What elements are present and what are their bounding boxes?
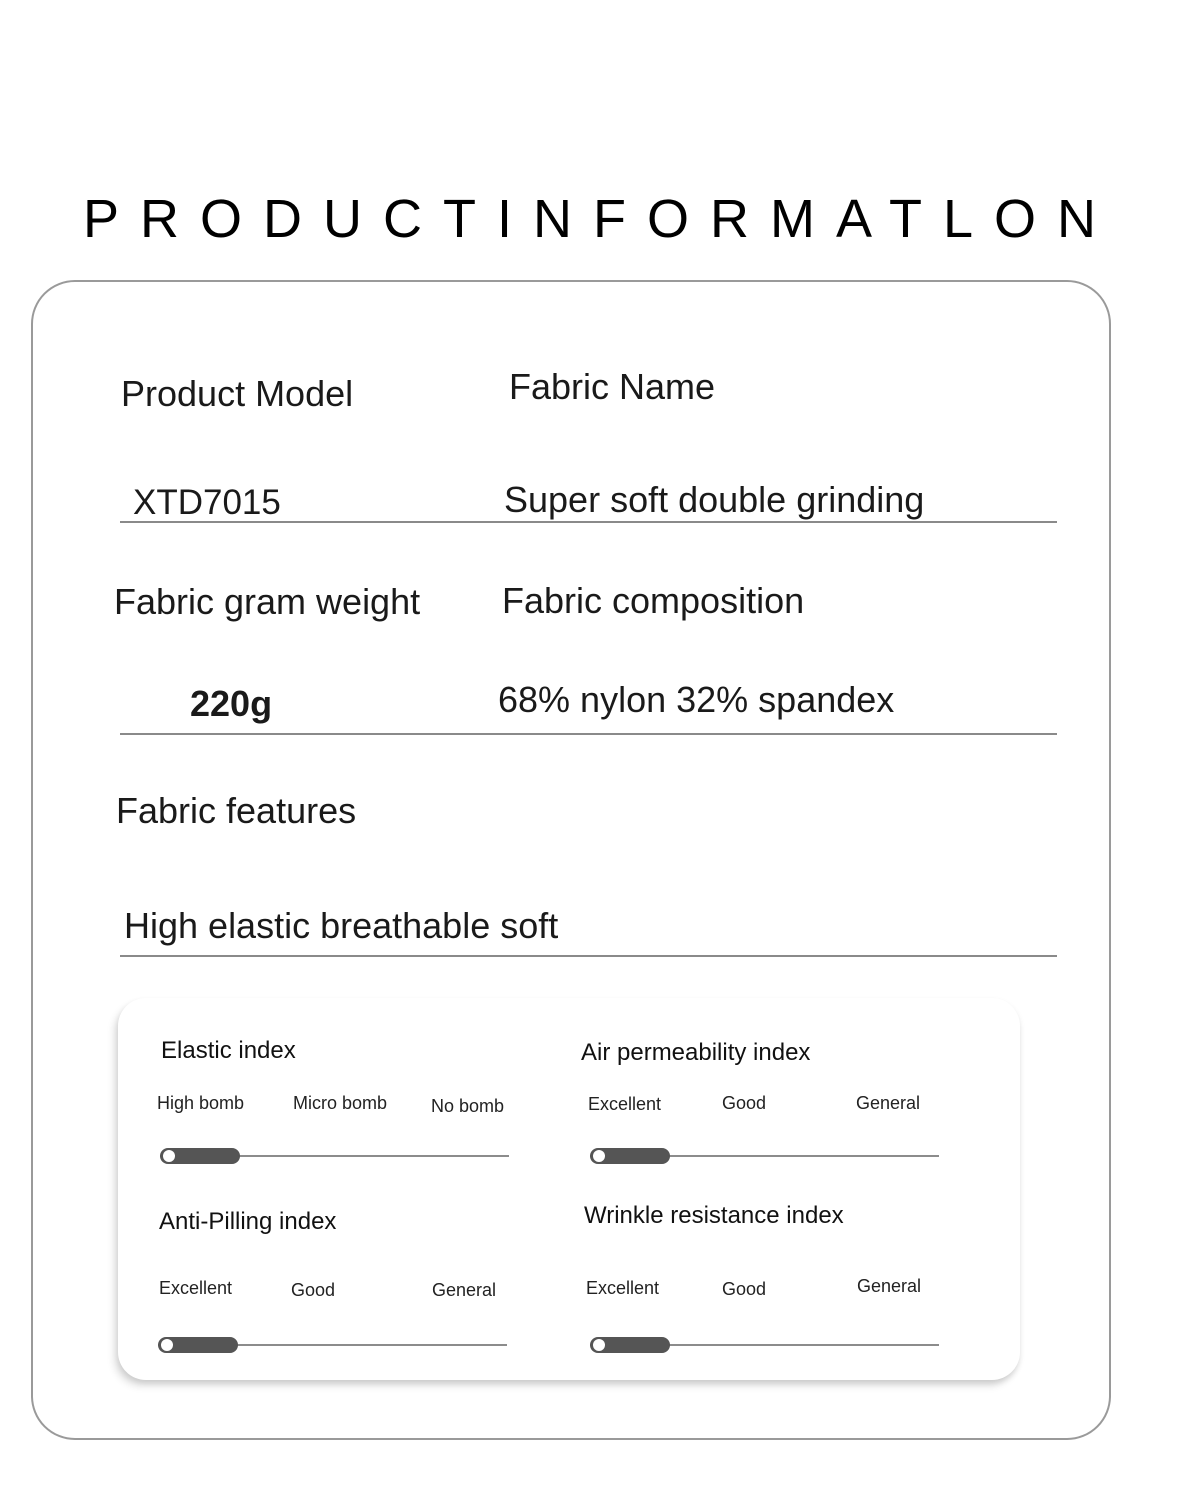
product-model-value: XTD7015 <box>133 483 281 522</box>
air-index-title: Air permeability index <box>581 1039 811 1066</box>
pilling-option-2: Good <box>291 1280 336 1300</box>
air-option-2: Good <box>722 1093 767 1113</box>
fabric-name-value: Super soft double grinding <box>504 479 925 520</box>
elastic-level-dot <box>163 1150 175 1162</box>
product-model-label: Product Model <box>121 373 354 414</box>
elastic-option-1: High bomb <box>157 1093 245 1113</box>
divider-3 <box>120 955 1057 957</box>
features-value: High elastic breathable soft <box>124 905 559 946</box>
fabric-name-label: Fabric Name <box>509 366 716 407</box>
pilling-option-1: Excellent <box>159 1278 233 1298</box>
gram-weight-label: Fabric gram weight <box>114 581 421 622</box>
divider-1 <box>120 521 1057 523</box>
pilling-index-title: Anti-Pilling index <box>159 1208 337 1235</box>
air-level-dot <box>593 1150 605 1162</box>
page-title: PRODUCTINFORMATLON <box>83 189 1117 249</box>
elastic-option-2: Micro bomb <box>293 1093 388 1113</box>
wrinkle-option-2: Good <box>722 1279 767 1299</box>
wrinkle-index-title: Wrinkle resistance index <box>584 1202 844 1229</box>
wrinkle-option-1: Excellent <box>586 1278 660 1298</box>
elastic-option-3: No bomb <box>431 1096 505 1116</box>
elastic-index-title: Elastic index <box>161 1037 296 1064</box>
pilling-level-dot <box>161 1339 173 1351</box>
features-label: Fabric features <box>116 790 357 831</box>
air-option-3: General <box>856 1093 921 1113</box>
wrinkle-option-3: General <box>857 1276 922 1296</box>
pilling-option-3: General <box>432 1280 497 1300</box>
gram-weight-value: 220g <box>190 683 273 724</box>
wrinkle-level-bar <box>590 1337 670 1353</box>
composition-label: Fabric composition <box>502 580 805 621</box>
divider-2 <box>120 733 1057 735</box>
composition-value: 68% nylon 32% spandex <box>498 679 895 720</box>
pilling-level-bar <box>158 1337 238 1353</box>
air-option-1: Excellent <box>588 1094 662 1114</box>
air-level-bar <box>590 1148 670 1164</box>
elastic-level-bar <box>160 1148 240 1164</box>
wrinkle-level-dot <box>593 1339 605 1351</box>
